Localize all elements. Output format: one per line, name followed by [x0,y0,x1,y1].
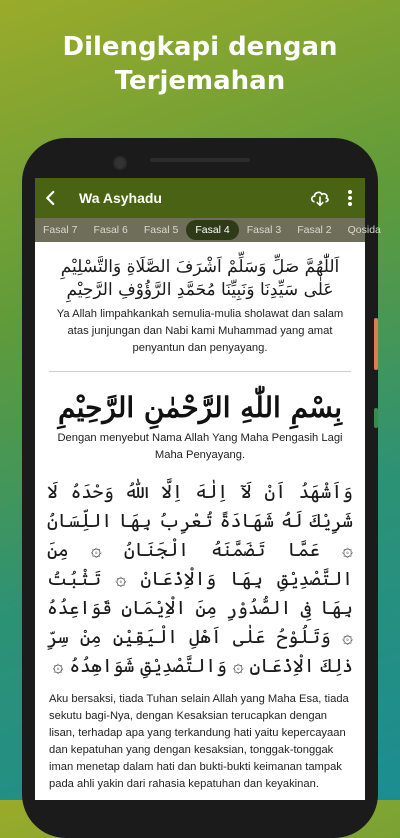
earpiece-speaker [150,158,250,162]
page-title: Wa Asyhadu [79,190,162,206]
back-button[interactable] [35,178,67,218]
tab-fasal-6[interactable]: Fasal 6 [93,224,128,236]
app-bar [35,178,365,218]
headline-line-2: Terjemahan [114,66,286,96]
sholawat-translation: Ya Allah limpahkankah semulia-mulia sholawat dan salam atas junjungan dan Nabi kami Muhammad yang amat penyantun dan penyayang. [56,308,344,354]
download-button[interactable] [305,178,335,218]
tab-fasal-2[interactable]: Fasal 2 [297,224,332,236]
tab-fasal-5[interactable]: Fasal 5 [143,224,179,236]
verse-arabic: وَاَشْهَدُ اَنْ لَآ اِلٰهَ اِلَّا اللّٰهُ وَحْدَهُ لَا شَرِيْكَ لَهُ شَهَادَةً تُعْرِبُ بِهَا اللِّسَانُ ۞ عَمَّا تَضَمَّنَهُ الْجَنَانُ ۞ مِنَ التَّصْدِيْقِ بِهَا وَالْاِذْعَانْ ۞ تَثْبُتُ بِهَا فِى الصُّدُوْرِ مِنَ الْاِيْمَانِ قَوَاعِدُهُ ۞ وَتَلُوْحُ عَلٰى اَهْلِ الْيَقِيْنِ مِنْ سِرِّ ذٰلِكَ الْاِذْعَانِ ۞ وَالتَّصْدِيْقِ شَوَاهِدُهُ ۞ [47,482,353,677]
headline-line-1: Dilengkapi dengan [62,32,338,62]
volume-button [374,408,378,428]
tab-fasal-4[interactable]: Fasal 4 [186,220,238,240]
phone-screen [35,178,381,800]
fasal-tab-bar [35,218,381,242]
reading-content[interactable] [35,242,365,793]
overflow-menu-button[interactable] [335,178,365,218]
tab-qosida[interactable]: Qosida [347,224,381,236]
basmalah-translation: Dengan menyebut Nama Allah Yang Maha Pengasih Lagi Maha Penyayang. [57,432,343,461]
front-camera [113,156,127,170]
sholawat-arabic: اَللّٰهُمَّ صَلِّ وَسَلِّمْ اَشْرَفَ الصَّلَاةِ وَالتَّسْلِيْمِ عَلٰى سَيِّدِنَا وَنَبِيِّنَا مُحَمَّدِ الرَّؤُوْفِ الرَّحِيْمِ [60,257,340,300]
arrow-left-icon [42,189,60,207]
power-button [374,318,378,370]
tab-fasal-7[interactable]: Fasal 7 [43,224,78,236]
basmalah-calligraphy: بِسْمِ اللّٰهِ الرَّحْمٰنِ الرَّحِيْمِ [58,391,342,424]
tab-fasal-3[interactable]: Fasal 3 [246,224,282,236]
verse-translation: Aku bersaksi, tiada Tuhan selain Allah yang Maha Esa, tiada sekutu bagi-Nya, dengan Kesaksian terucapkan dengan lisan, terhadap apa yang terkandung hati yaitu kepercayaan dan kepatuhan yang dengan kesaksian, tonggak-tonggak iman menetap dalam hati dan bukti-bukti keimanan tampak pada ahli yakin dari rahasia kepatuhan dan keyakinan. [49,693,349,790]
promo-headline [0,30,400,98]
cloud-download-icon [309,188,331,208]
more-vert-icon [347,189,353,207]
